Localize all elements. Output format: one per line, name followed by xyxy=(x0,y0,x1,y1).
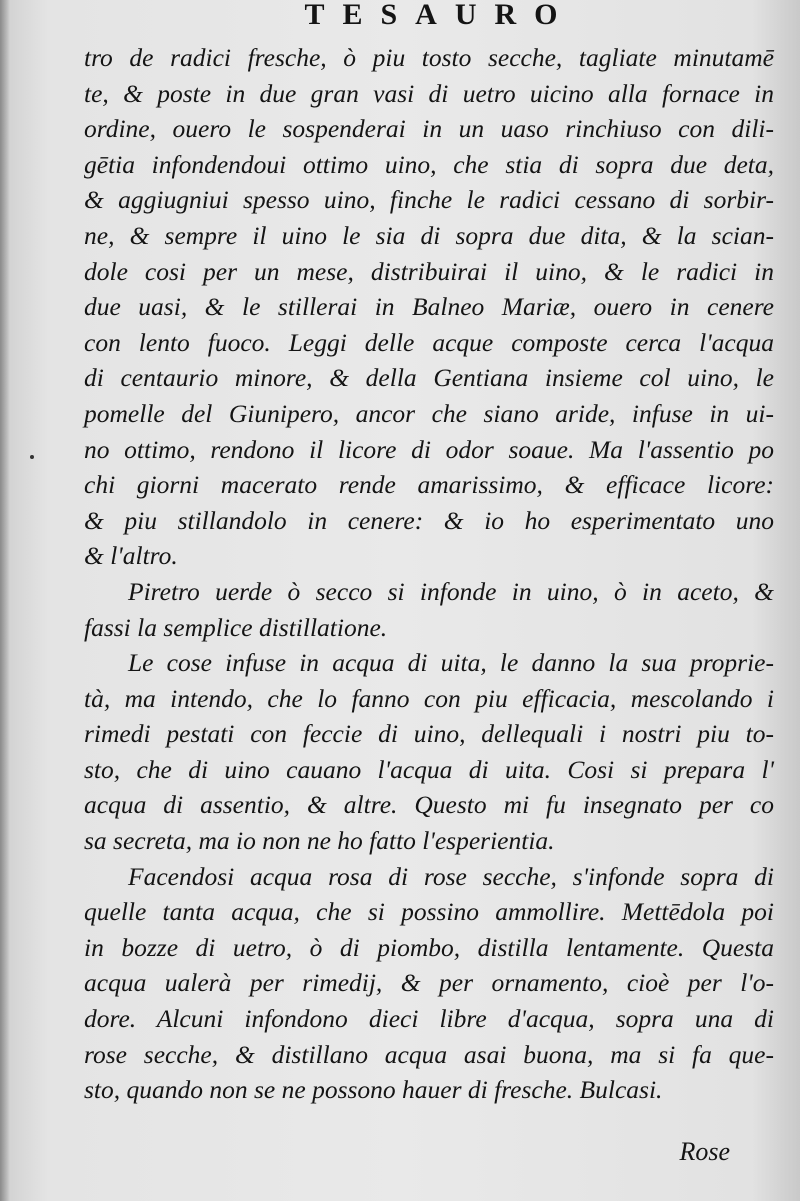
text-line: dore. Alcuni infondono dieci libre d'acqua, sopra una di xyxy=(84,1004,774,1034)
text-line: te, & poste in due gran vasi di uetro uicino alla fornace in xyxy=(84,78,774,108)
paragraph-1 xyxy=(84,40,774,574)
text-line: Le cose infuse in acqua di uita, le danno la sua proprie- xyxy=(128,648,774,678)
text-line: fassi la semplice distillatione. xyxy=(84,612,388,642)
text-line: no ottimo, rendono il licore di odor soaue. Ma l'assentio po xyxy=(84,434,774,464)
paragraph-2 xyxy=(84,574,774,645)
text-line: & l'altro. xyxy=(84,541,178,571)
page-gutter-shadow xyxy=(0,0,10,1201)
paragraph-3 xyxy=(84,645,774,859)
text-line: gētia infondendoui ottimo uino, che stia di sopra due deta, xyxy=(84,149,774,179)
text-line: dole cosi per un mese, distribuirai il uino, & le radici in xyxy=(84,256,774,286)
text-line: tro de radici fresche, ò piu tosto secche, tagliate minutamē xyxy=(84,43,774,72)
text-line: & aggiugniui spesso uino, finche le radici cessano di sorbir- xyxy=(84,185,774,215)
text-line: di centaurio minore, & della Gentiana insieme col uino, le xyxy=(84,363,774,393)
margin-speck xyxy=(30,455,34,459)
body-text xyxy=(84,40,774,1108)
text-line: chi giorni macerato rende amarissimo, & efficace licore: xyxy=(84,470,774,500)
text-line: pomelle del Giunipero, ancor che siano aride, infuse in ui- xyxy=(84,398,774,428)
text-line: sto, quando non se ne possono hauer di fresche. Bulcasi. xyxy=(84,1075,663,1105)
text-line: acqua ualerà per rimedij, & per ornamento, cioè per l'o- xyxy=(84,968,774,998)
text-line: ordine, ouero le sospenderai in un uaso rinchiuso con dili- xyxy=(84,114,774,144)
text-line: sa secreta, ma io non ne ho fatto l'esperientia. xyxy=(84,826,555,856)
text-line: Facendosi acqua rosa di rose secche, s'infonde sopra di xyxy=(128,861,774,891)
running-title: TESAURO xyxy=(304,0,576,31)
paragraph-4 xyxy=(84,859,774,1108)
text-line: quelle tanta acqua, che si possino ammollire. Mettēdola poi xyxy=(84,897,774,927)
text-line: rose secche, & distillano acqua asai buona, ma si fa que- xyxy=(84,1039,774,1069)
text-line: tà, ma intendo, che lo fanno con piu efficacia, mescolando i xyxy=(84,683,774,713)
text-line: acqua di assentio, & altre. Questo mi fu insegnato per co xyxy=(84,790,774,820)
text-line: Piretro uerde ò secco si infonde in uino, ò in aceto, & xyxy=(128,576,774,606)
text-line: ne, & sempre il uino le sia di sopra due dita, & la scian- xyxy=(84,220,774,250)
text-line: rimedi pestati con feccie di uino, dellequali i nostri piu to- xyxy=(84,719,774,749)
text-line: due uasi, & le stillerai in Balneo Mariæ, ouero in cenere xyxy=(84,292,774,322)
catchword: Rose xyxy=(679,1137,730,1166)
text-line: sto, che di uino cauano l'acqua di uita. Cosi si prepara l' xyxy=(84,754,774,784)
text-line: in bozze di uetro, ò di piombo, distilla lentamente. Questa xyxy=(84,932,774,962)
text-line: con lento fuoco. Leggi delle acque composte cerca l'acqua xyxy=(84,327,774,357)
text-line: & piu stillandolo in cenere: & io ho esperimentato uno xyxy=(84,505,774,535)
